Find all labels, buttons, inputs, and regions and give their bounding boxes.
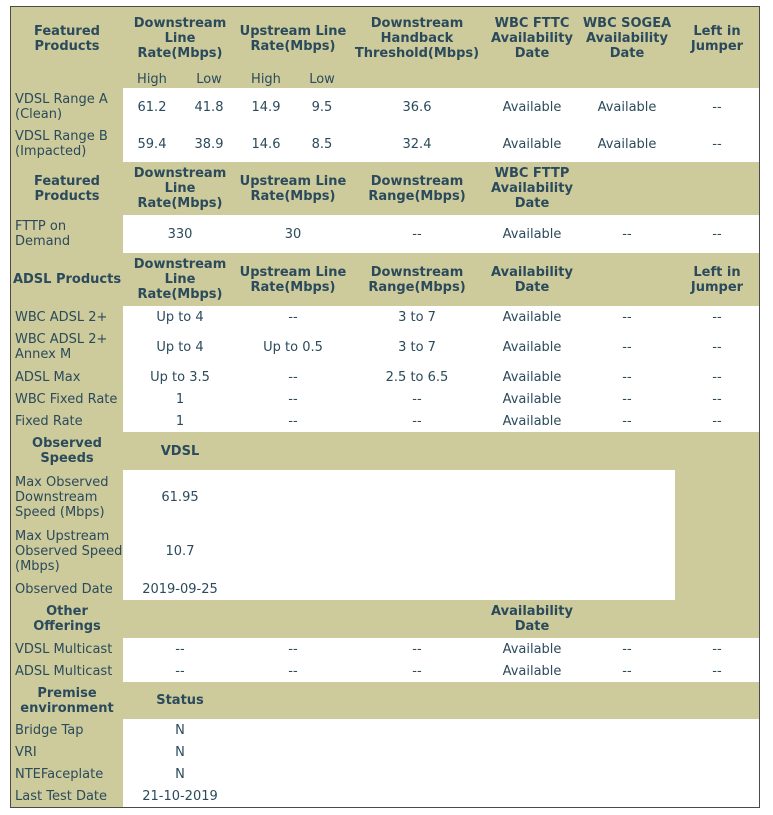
table-row bbox=[11, 306, 759, 328]
adsl-header-label: ADSL Products bbox=[11, 253, 123, 306]
table-cell: -- bbox=[675, 328, 759, 366]
featured-header-fttc: WBC FTTC Availability Date bbox=[485, 7, 579, 70]
adsl-header-row bbox=[11, 253, 759, 306]
featured-header-jumper: Left in Jumper bbox=[675, 7, 759, 70]
fttp-header-range: Downstream Range(Mbps) bbox=[349, 162, 485, 215]
adsl-header-downstream: Downstream Line Rate(Mbps) bbox=[123, 253, 237, 306]
upstream-high-label: High bbox=[237, 70, 295, 88]
table-cell: -- bbox=[675, 410, 759, 432]
table-cell: -- bbox=[579, 215, 675, 253]
availability-value: Available bbox=[485, 388, 579, 410]
table-cell: -- bbox=[675, 366, 759, 388]
fttp-header-row bbox=[11, 162, 759, 215]
adsl-header-availability: Availability Date bbox=[485, 253, 579, 306]
table-cell: -- bbox=[349, 660, 485, 682]
adsl-header-range: Downstream Range(Mbps) bbox=[349, 253, 485, 306]
row-label: VDSL Multicast bbox=[11, 638, 123, 660]
row-label: ADSL Multicast bbox=[11, 660, 123, 682]
status-value: N bbox=[123, 763, 237, 785]
table-row bbox=[11, 328, 759, 366]
other-header-label: Other Offerings bbox=[11, 600, 123, 638]
featured-header-row bbox=[11, 7, 759, 70]
downstream-high-label: High bbox=[123, 70, 181, 88]
table-cell: -- bbox=[579, 388, 675, 410]
table-row bbox=[11, 763, 759, 785]
table-row bbox=[11, 578, 759, 600]
range-value: 3 to 7 bbox=[349, 306, 485, 328]
table-cell: -- bbox=[123, 660, 237, 682]
range-value: 3 to 7 bbox=[349, 328, 485, 366]
upstream-high-value: 14.6 bbox=[237, 126, 295, 162]
row-label: VRI bbox=[11, 741, 123, 763]
fttp-header-downstream: Downstream Line Rate(Mbps) bbox=[123, 162, 237, 215]
table-row bbox=[11, 524, 759, 578]
featured-header-upstream: Upstream Line Rate(Mbps) bbox=[237, 7, 349, 70]
table-cell: -- bbox=[579, 366, 675, 388]
range-value: -- bbox=[349, 410, 485, 432]
downstream-value: Up to 4 bbox=[123, 306, 237, 328]
upstream-low-value: 8.5 bbox=[295, 126, 349, 162]
row-label: WBC ADSL 2+ bbox=[11, 306, 123, 328]
downstream-value: Up to 4 bbox=[123, 328, 237, 366]
observed-value: 10.7 bbox=[123, 524, 237, 578]
downstream-low-value: 38.9 bbox=[181, 126, 237, 162]
observed-header-label: Observed Speeds bbox=[11, 432, 123, 470]
table-cell: -- bbox=[675, 660, 759, 682]
table-cell: -- bbox=[579, 328, 675, 366]
table-row bbox=[11, 88, 759, 126]
adsl-header-jumper: Left in Jumper bbox=[675, 253, 759, 306]
fttc-value: Available bbox=[485, 126, 579, 162]
upstream-high-value: 14.9 bbox=[237, 88, 295, 126]
status-value: 21-10-2019 bbox=[123, 785, 237, 807]
adsl-header-upstream: Upstream Line Rate(Mbps) bbox=[237, 253, 349, 306]
fttc-value: Available bbox=[485, 88, 579, 126]
upstream-value: -- bbox=[237, 388, 349, 410]
availability-value: Available bbox=[485, 366, 579, 388]
observed-header-vdsl: VDSL bbox=[123, 432, 237, 470]
featured-header-label: Featured Products bbox=[11, 7, 123, 70]
row-label: WBC Fixed Rate bbox=[11, 388, 123, 410]
featured-header-sogea: WBC SOGEA Availability Date bbox=[579, 7, 675, 70]
upstream-value: -- bbox=[237, 410, 349, 432]
downstream-low-value: 41.8 bbox=[181, 88, 237, 126]
availability-value: Available bbox=[485, 215, 579, 253]
fttp-header-availability: WBC FTTP Availability Date bbox=[485, 162, 579, 215]
table-row bbox=[11, 388, 759, 410]
table-row bbox=[11, 470, 759, 524]
featured-header-downstream: Downstream Line Rate(Mbps) bbox=[123, 7, 237, 70]
row-label: Observed Date bbox=[11, 578, 123, 600]
downstream-high-value: 59.4 bbox=[123, 126, 181, 162]
observed-value: 61.95 bbox=[123, 470, 237, 524]
broadband-checker-panel bbox=[10, 6, 760, 808]
table-row bbox=[11, 785, 759, 807]
jumper-value: -- bbox=[675, 88, 759, 126]
table-cell: -- bbox=[579, 660, 675, 682]
upstream-value: -- bbox=[237, 306, 349, 328]
status-value: N bbox=[123, 719, 237, 741]
table-cell: -- bbox=[579, 410, 675, 432]
status-value: N bbox=[123, 741, 237, 763]
sogea-value: Available bbox=[579, 126, 675, 162]
row-label: Max Upstream Observed Speed (Mbps) bbox=[11, 524, 123, 578]
downstream-value: 1 bbox=[123, 388, 237, 410]
broadband-availability-table bbox=[11, 7, 759, 807]
downstream-low-label: Low bbox=[181, 70, 237, 88]
table-cell: -- bbox=[349, 638, 485, 660]
upstream-low-value: 9.5 bbox=[295, 88, 349, 126]
row-label: ADSL Max bbox=[11, 366, 123, 388]
table-row bbox=[11, 215, 759, 253]
table-cell: -- bbox=[237, 660, 349, 682]
availability-value: Available bbox=[485, 638, 579, 660]
upstream-value: Up to 0.5 bbox=[237, 328, 349, 366]
row-label: VDSL Range B (Impacted) bbox=[11, 126, 123, 162]
availability-value: Available bbox=[485, 306, 579, 328]
downstream-value: 330 bbox=[123, 215, 237, 253]
fttp-header-label: Featured Products bbox=[11, 162, 123, 215]
range-value: 2.5 to 6.5 bbox=[349, 366, 485, 388]
row-label: WBC ADSL 2+ Annex M bbox=[11, 328, 123, 366]
premise-header-row bbox=[11, 682, 759, 719]
table-row bbox=[11, 741, 759, 763]
downstream-value: 1 bbox=[123, 410, 237, 432]
table-cell: -- bbox=[237, 638, 349, 660]
range-value: -- bbox=[349, 388, 485, 410]
range-value: -- bbox=[349, 215, 485, 253]
downstream-high-value: 61.2 bbox=[123, 88, 181, 126]
featured-header-handback: Downstream Handback Threshold(Mbps) bbox=[349, 7, 485, 70]
table-row bbox=[11, 660, 759, 682]
handback-value: 36.6 bbox=[349, 88, 485, 126]
table-cell: -- bbox=[675, 215, 759, 253]
premise-header-label: Premise environment bbox=[11, 682, 123, 719]
jumper-value: -- bbox=[675, 126, 759, 162]
availability-value: Available bbox=[485, 410, 579, 432]
table-cell: -- bbox=[675, 306, 759, 328]
row-label: NTEFaceplate bbox=[11, 763, 123, 785]
downstream-value: Up to 3.5 bbox=[123, 366, 237, 388]
table-row bbox=[11, 638, 759, 660]
row-label: Last Test Date bbox=[11, 785, 123, 807]
observed-header-row bbox=[11, 432, 759, 470]
table-row bbox=[11, 719, 759, 741]
table-cell: -- bbox=[579, 306, 675, 328]
row-label: Fixed Rate bbox=[11, 410, 123, 432]
row-label: VDSL Range A (Clean) bbox=[11, 88, 123, 126]
table-cell: -- bbox=[579, 638, 675, 660]
upstream-low-label: Low bbox=[295, 70, 349, 88]
premise-header-status: Status bbox=[123, 682, 237, 719]
other-header-row bbox=[11, 600, 759, 638]
observed-value: 2019-09-25 bbox=[123, 578, 237, 600]
availability-value: Available bbox=[485, 328, 579, 366]
table-cell: -- bbox=[675, 638, 759, 660]
upstream-value: -- bbox=[237, 366, 349, 388]
table-cell: -- bbox=[123, 638, 237, 660]
fttp-header-upstream: Upstream Line Rate(Mbps) bbox=[237, 162, 349, 215]
table-row bbox=[11, 410, 759, 432]
availability-value: Available bbox=[485, 660, 579, 682]
other-header-availability: Availability Date bbox=[485, 600, 579, 638]
featured-subheader-row bbox=[11, 70, 759, 88]
table-row bbox=[11, 126, 759, 162]
table-row bbox=[11, 366, 759, 388]
table-cell: -- bbox=[675, 388, 759, 410]
row-label: Max Observed Downstream Speed (Mbps) bbox=[11, 470, 123, 524]
row-label: FTTP on Demand bbox=[11, 215, 123, 253]
handback-value: 32.4 bbox=[349, 126, 485, 162]
row-label: Bridge Tap bbox=[11, 719, 123, 741]
upstream-value: 30 bbox=[237, 215, 349, 253]
sogea-value: Available bbox=[579, 88, 675, 126]
